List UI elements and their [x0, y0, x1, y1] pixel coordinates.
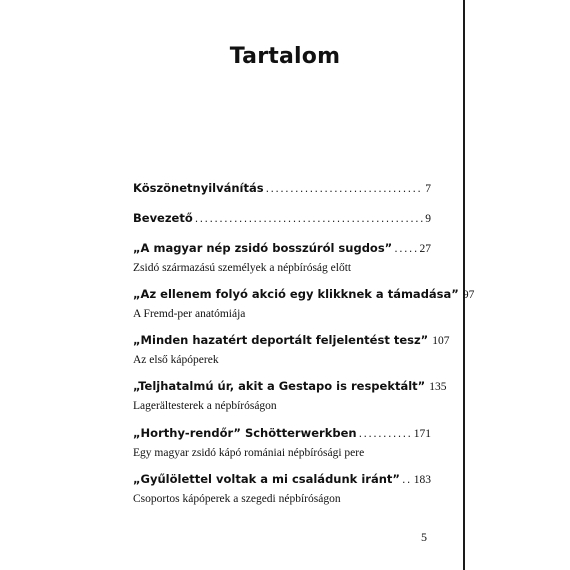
entry-title: Köszönetnyilvánítás — [133, 181, 264, 195]
toc-entry[interactable] — [133, 181, 431, 195]
page-edge-line — [463, 0, 465, 570]
toc-entry[interactable] — [133, 287, 475, 320]
entry-page-number: 7 — [425, 183, 431, 195]
toc-entry[interactable] — [133, 379, 447, 412]
entry-title: „Teljhatalmú úr, akit a Gestapo is respektált” — [133, 379, 426, 393]
dot-leader — [402, 473, 412, 486]
entry-title: „Az ellenem folyó akció egy klikknek a támadása” — [133, 287, 459, 301]
dot-leader — [394, 242, 417, 255]
toc-entry[interactable] — [133, 333, 450, 366]
entry-page-number: 171 — [413, 428, 431, 440]
entry-subtitle: Zsidó származású személyek a népbíróság előtt — [133, 262, 352, 274]
entry-title: „Horthy-rendőr” Schötterwerkben — [133, 426, 357, 440]
entry-page-number: 27 — [419, 243, 431, 255]
toc-entry[interactable] — [133, 241, 431, 274]
entry-subtitle: Egy magyar zsidó kápó romániai népbírósági pere — [133, 447, 365, 459]
entry-title: Bevezető — [133, 211, 193, 225]
dot-leader — [195, 212, 423, 225]
page-number: 5 — [421, 530, 427, 544]
entry-subtitle: A Fremd-per anatómiája — [133, 308, 246, 320]
entry-title: „Minden hazatért deportált feljelentést tesz” — [133, 333, 429, 347]
entry-subtitle: Az első kápóperek — [133, 354, 219, 366]
entry-title: „Gyűlölettel voltak a mi családunk iránt” — [133, 472, 400, 486]
toc-entry[interactable] — [133, 211, 431, 225]
entry-title: „A magyar nép zsidó bosszúról sugdos” — [133, 241, 393, 255]
entry-page-number: 9 — [425, 213, 431, 225]
entry-page-number: 107 — [432, 335, 450, 347]
page-title: Tartalom — [229, 44, 341, 69]
entry-page-number: 135 — [429, 381, 447, 393]
toc-entry[interactable] — [133, 472, 431, 505]
entry-subtitle: Lagerältesterek a népbíróságon — [133, 400, 277, 412]
dot-leader — [359, 427, 412, 440]
entry-subtitle: Csoportos kápóperek a szegedi népbíróságon — [133, 493, 341, 505]
dot-leader — [266, 182, 424, 195]
entry-page-number: 97 — [462, 289, 475, 301]
entry-page-number: 183 — [413, 474, 431, 486]
toc-entry[interactable] — [133, 426, 431, 459]
